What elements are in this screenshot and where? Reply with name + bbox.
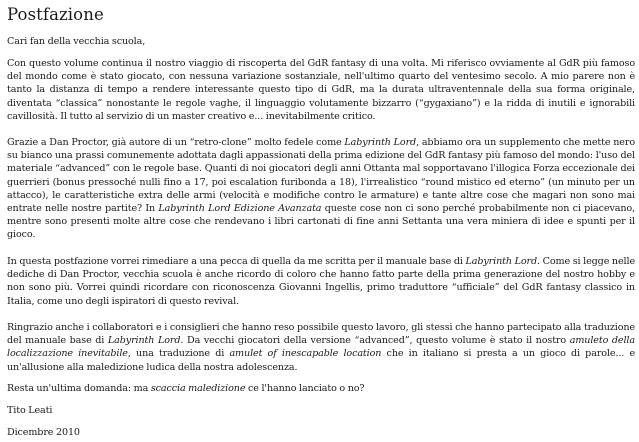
paragraph-2-text-c: , abbiamo ora un supplemento che mette nero su bianco una prassi comunemente adottata dagli appassionati della prima edizione del GdR fantasy più famoso del mondo: l'uso del materiale “advanced” con le regole base. Quanti di noi giocatori degli anni Ottanta mal sopportavano l'illogica Forza eccezionale dei guerrieri (bonus pressoché nulli fino a 17, poi escalation furibonda a 18), l'irrealistico “round mistico ed eterno” (un minuto per un attacco), le caratteristiche extra delle armi (velocità e modifiche contro le armature) e tante altre cose che magari non sono mai entrate nelle nostre partite? In: [7, 137, 635, 215]
paragraph-3-text-a: In questa postfazione vorrei rimediare a una pecca di quella da me scritta per il manuale base di: [7, 256, 466, 267]
paragraph-4-text-g: che in italiano si presta a un gioco di parole... e un'allusione alla maledizione ludica della nostra adolescenza.: [7, 348, 636, 373]
paragraph-4-text-e: , una traduzione di: [127, 348, 230, 360]
paragraph-2-title-labyrinth-lord: Labyrinth Lord: [344, 137, 417, 148]
paragraph-2-text-a: Grazie a Dan Proctor, già autore di un “retro-clone” molto fedele come: [7, 137, 345, 148]
paragraph-5-text-c: ce l'hanno lanciato o no?: [245, 383, 365, 394]
paragraph-2-title-edizione-avanzata: Labyrinth Lord Edizione Avanzata: [158, 203, 322, 215]
paragraph-1: Con questo volume continua il nostro viaggio di riscoperta del GdR fantasy di una volta. Mi riferisco ovviamente al GdR più famoso del mondo come è stato giocato, con nessuna variazione sostanziale, nell'ultimo quarto del ventesimo secolo. A mio parere non è tanto la distanza di tempo a rendere interessante questo tipo di GdR, ma la durata ultraventennale della sua forma originale, diventata “classica” nonostante le regole vaghe, il linguaggio volutamente bizzarro (“gygaxiano”) e la ridda di inutili e ignorabili cavillosità. Il tutto al servizio di un master creativo e... inevitabilmente critico.: [7, 58, 635, 122]
paragraph-4-text-a: Ringrazio anche i collaboratori e i consiglieri che hanno reso possibile questo lavoro, gli stessi che hanno partecipato alla traduzione del manuale base di: [7, 322, 635, 347]
paragraph-5-text-a: Resta un'ultima domanda: ma: [7, 383, 151, 394]
date: Dicembre 2010: [7, 427, 80, 438]
page-title: Postfazione: [7, 5, 104, 24]
signature: Tito Leati: [7, 405, 53, 416]
paragraph-3-title-labyrinth-lord: Labyrinth Lord: [465, 256, 538, 267]
paragraph-4-amuleto: amuleto della localizzazione inevitabile: [7, 335, 635, 360]
paragraph-5: [7, 382, 635, 395]
paragraph-4-text-c: . Da vecchi giocatori della versione “advanced”, questo volume è stato il nostro: [180, 335, 570, 347]
paragraph-4-amulet: amulet of inescapable location: [229, 348, 382, 360]
paragraph-3: [7, 255, 635, 308]
paragraph-2-text-e: queste cose non ci sono perché probabilmente non ci piacevano, mentre sono presenti molte altre cose che rendevano i libri cartonati di fine anni Settanta una vera miniera di idee e spunti per il gioco.: [7, 203, 635, 241]
paragraph-4-title-labyrinth-lord: Labyrinth Lord: [107, 335, 181, 347]
paragraph-4: [7, 321, 635, 374]
paragraph-3-text-c: . Come si legge nelle dediche di Dan Proctor, vecchia scuola è anche ricordo di coloro che hanno fatto parte della prima generazione del nostro hobby e non sono più. Vorrei quindi ricordare con riconoscenza Giovanni Ingellis, primo traduttore “ufficiale” del GdR fantasy classico in Italia, come uno degli ispiratori di questo revival.: [7, 256, 636, 307]
paragraph-5-scaccia-maledizione: scaccia maledizione: [150, 383, 246, 394]
greeting: Cari fan della vecchia scuola,: [7, 36, 146, 47]
paragraph-2: [7, 136, 635, 242]
